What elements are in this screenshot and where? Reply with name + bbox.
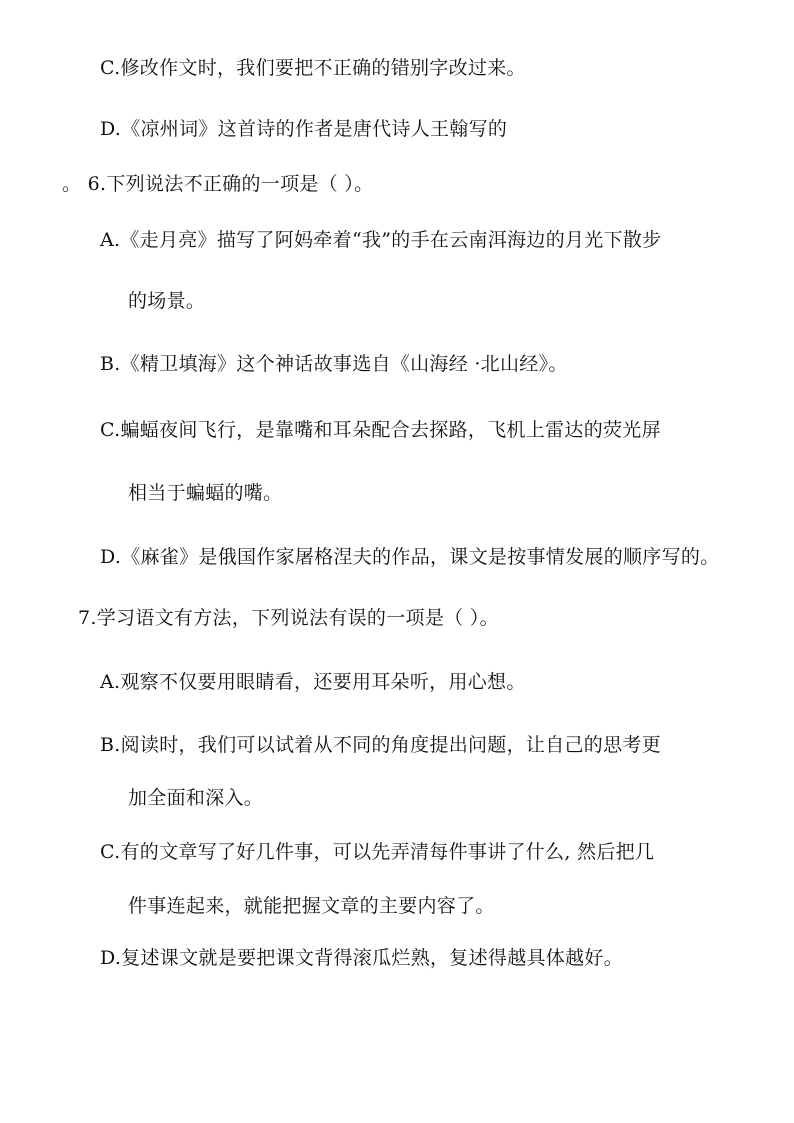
q5-option-d: D.《凉州词》这首诗的作者是唐代诗人王翰写的: [100, 118, 508, 140]
q7-option-b-line2: 加全面和深入。: [128, 787, 264, 809]
q6-option-a-line1: A.《走月亮》描写了阿妈牵着“我”的手在云南洱海边的月光下散步: [100, 229, 662, 251]
q6-option-c-line2: 相当于蝙蝠的嘴。: [128, 482, 283, 504]
q7-stem: 7.学习语文有方法，下列说法有误的一项是（ ）。: [78, 607, 499, 629]
q7-option-d: D.复述课文就是要把课文背得滚瓜烂熟，复述得越具体越好。: [100, 947, 623, 969]
q7-option-c-line2: 件事连起来，就能把握文章的主要内容了。: [128, 895, 495, 917]
q7-option-b-line1: B.阅读时，我们可以试着从不同的角度提出问题，让自己的思考更: [100, 734, 662, 756]
q6-option-c-line1: C.蝙蝠夜间飞行，是靠嘴和耳朵配合去探路，飞机上雷达的荧光屏: [100, 419, 661, 441]
q5-option-c: C.修改作文时，我们要把不正确的错别字改过来。: [100, 57, 526, 79]
q6-option-b: B.《精卫填海》这个神话故事选自《山海经 ·北山经》。: [100, 353, 568, 375]
q7-option-a: A.观察不仅要用眼睛看，还要用耳朵听，用心想。: [100, 671, 526, 693]
q6-option-d: D.《麻雀》是俄国作家屠格涅夫的作品，课文是按事情发展的顺序写的。: [100, 546, 720, 568]
q6-stem: 。 6.下列说法不正确的一项是（ ）。: [62, 173, 374, 195]
q7-option-c-line1: C.有的文章写了好几件事，可以先弄清每件事讲了什么, 然后把几: [100, 841, 655, 863]
q6-option-a-line2: 的场景。: [128, 290, 206, 312]
